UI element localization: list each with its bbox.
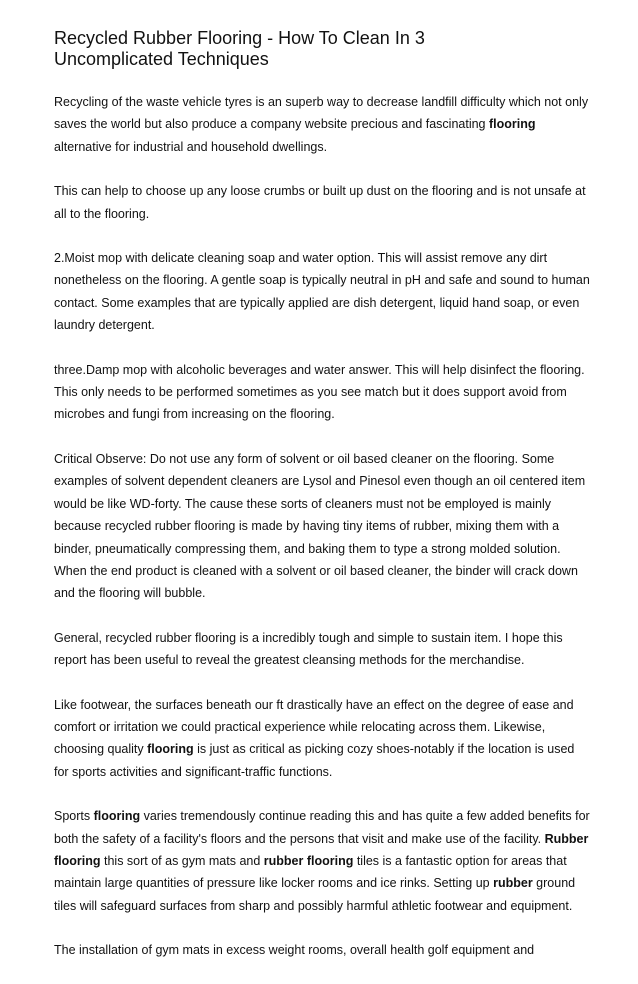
bold-keyword: flooring — [488, 117, 536, 132]
paragraph-1 — [54, 91, 592, 158]
text-segment: this sort of as gym mats and — [100, 853, 264, 868]
paragraph-3 — [54, 247, 592, 337]
text-segment: Critical Observe: Do not use any form of solvent or oil based cleaner on the flooring. Some examples of solvent dependent cleaners are Lysol and Pinesol even though an oil centered item would be like WD-forty. The cause these sorts of cleaners must not be employed is mainly because recycled rubber flooring is made by having tiny items of rubber, mixing them with a binder, pneumatically compressing them, and baking them to type a strong molded solution. When the end product is cleaned with a solvent or oil based cleaner, the binder will crack down and the flooring will bubble. — [54, 451, 586, 601]
document-title — [54, 28, 594, 70]
bold-keyword: Rubber flooring — [54, 831, 589, 868]
paragraph-9 — [54, 939, 592, 961]
text-segment: tiles is a fantastic option for areas that maintain large quantities of pressure like locker rooms and ice rinks. Setting up — [54, 853, 567, 891]
document-title-line-1: Recycled Rubber Flooring - How To Clean In 3 — [54, 28, 425, 48]
bold-keyword: rubber flooring — [263, 853, 354, 868]
document-title-line-2: Uncomplicated Techniques — [54, 49, 269, 69]
text-segment: 2.Moist mop with delicate cleaning soap and water option. This will assist remove any dirt nonetheless on the flooring. A gentle soap is typically neutral in pH and safe and sound to human contact. Some examples that are typically applied are dish detergent, liquid hand soap, or even laundry detergent. — [54, 251, 590, 333]
paragraph-6 — [54, 627, 592, 672]
text-segment: Sports — [54, 809, 94, 824]
paragraph-4 — [54, 359, 592, 426]
bold-keyword: flooring — [93, 809, 141, 824]
bold-keyword: flooring — [147, 742, 194, 757]
text-segment: Like footwear, the surfaces beneath our ft drastically have an effect on the degree of ease and comfort or irritation we could practical experience while relocating across them. Likewise, choosing quality — [54, 697, 574, 757]
text-segment: three.Damp mop with alcoholic beverages and water answer. This will help disinfect the flooring. This only needs to be performed sometimes as you see match but it does support avoid from microbes and fungi from increasing on the flooring. — [54, 362, 585, 422]
text-segment: This can help to choose up any loose crumbs or built up dust on the flooring and is not unsafe at all to the flooring. — [54, 184, 586, 221]
text-segment: is just as critical as picking cozy shoes-notably if the location is used for sports activities and significant-traffic functions. — [54, 742, 575, 779]
text-segment: General, recycled rubber flooring is a incredibly tough and simple to sustain item. I hope this report has been useful to reveal the greatest cleansing methods for the merchandise. — [54, 630, 563, 668]
paragraph-5 — [54, 448, 592, 605]
paragraph-8 — [54, 805, 592, 917]
bold-keyword: rubber — [493, 876, 533, 891]
text-segment: alternative for industrial and household dwellings. — [54, 139, 328, 154]
paragraph-7 — [54, 694, 592, 784]
text-segment: Recycling of the waste vehicle tyres is an superb way to decrease landfill difficulty which not only saves the world but also produce a company website precious and fascinating — [54, 95, 589, 132]
text-segment: varies tremendously continue reading this and has quite a few added benefits for both the safety of a facility's floors and the persons that visit and make use of the facility. — [54, 809, 590, 846]
text-segment: The installation of gym mats in excess weight rooms, overall health golf equipment and — [54, 943, 535, 958]
text-segment: ground tiles will safeguard surfaces from sharp and possibly harmful athletic footwear and equipment. — [54, 876, 576, 913]
document-body — [54, 91, 592, 984]
paragraph-2 — [54, 180, 592, 225]
